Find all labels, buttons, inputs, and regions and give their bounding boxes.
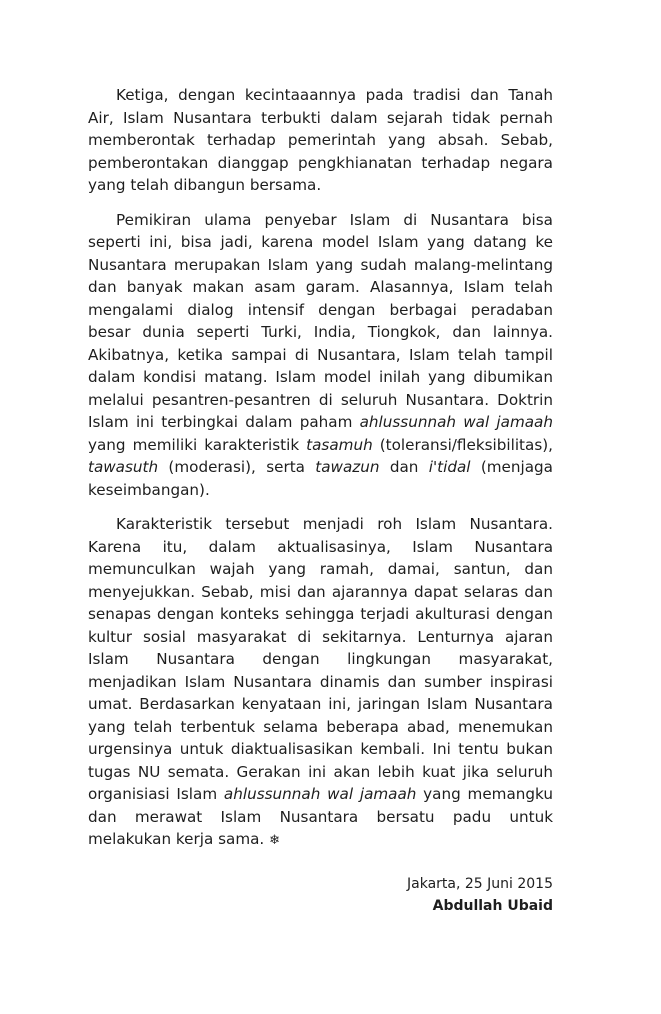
text-run: dan (379, 458, 429, 476)
text-run: (toleransi/fleksibilitas), (372, 435, 553, 454)
text-run: (moderasi), serta (158, 458, 316, 476)
paragraph (88, 209, 553, 502)
italic-term: tawasuth (88, 458, 159, 476)
signature-block (88, 873, 553, 917)
paragraph (88, 513, 553, 853)
document-page (88, 84, 553, 917)
italic-term: ahlussunnah wal jamaah (223, 785, 417, 803)
paragraph (88, 84, 553, 197)
italic-term: tasamuh (306, 435, 373, 454)
text-run: Karakteristik tersebut menjadi roh Islam Nusantara. Karena itu, dalam aktualisasinya, Islam Nusantara memunculkan wajah yang ramah, damai, santun, dan menyejukkan. Sebab, misi dan ajarannya dapat selaras dan senapas dengan konteks sehingga terjadi akulturasi dengan kultur sosial masyarakat di sekitarnya. Lenturnya ajaran Islam Nusantara dengan lingkungan masyarakat, menjadikan Islam Nusantara dinamis dan sumber inspirasi umat. Berdasarkan kenyataan ini, jaringan Islam Nusantara yang telah terbentuk selama beberapa abad, menemukan urgensinya untuk diaktualisasikan kembali. Ini tentu bukan tugas NU semata. Gerakan ini akan lebih kuat jika seluruh organisiasi Islam (88, 515, 553, 803)
text-run: yang memangku dan merawat Islam Nusantara bersatu padu untuk melakukan kerja sama. (88, 785, 553, 848)
italic-term: i'tidal (428, 458, 471, 476)
text-run: (menjaga keseimbangan). (88, 458, 553, 499)
text-run: yang memiliki karakteristik (88, 435, 307, 454)
italic-term: ahlussunnah wal jamaah (359, 413, 553, 431)
signature-name: Abdullah Ubaid (432, 897, 553, 914)
text-run: Ketiga, dengan kecintaaannya pada tradisi dan Tanah Air, Islam Nusantara terbukti dalam sejarah tidak pernah memberontak terhadap pemerintah yang absah. Sebab, pemberontakan dianggap pengkhianatan terhadap negara yang telah dibangun bersama. (88, 86, 553, 194)
body-text (88, 84, 553, 853)
end-ornament-icon: ❄ (269, 833, 280, 848)
text-run: Pemikiran ulama penyebar Islam di Nusantara bisa seperti ini, bisa jadi, karena model Islam yang datang ke Nusantara merupakan Islam yang sudah malang-melintang dan banyak makan asam garam. Alasannya, Islam telah mengalami dialog intensif dengan berbagai peradaban besar dunia seperti Turki, India, Tiongkok, dan lainnya. Akibatnya, ketika sampai di Nusantara, Islam telah tampil dalam kondisi matang. Islam model inilah yang dibumikan melalui pesantren-pesantren di seluruh Nusantara. Doktrin Islam ini terbingkai dalam paham (88, 210, 553, 431)
signature-place-date: Jakarta, 25 Juni 2015 (407, 875, 553, 892)
italic-term: tawazun (315, 458, 380, 476)
